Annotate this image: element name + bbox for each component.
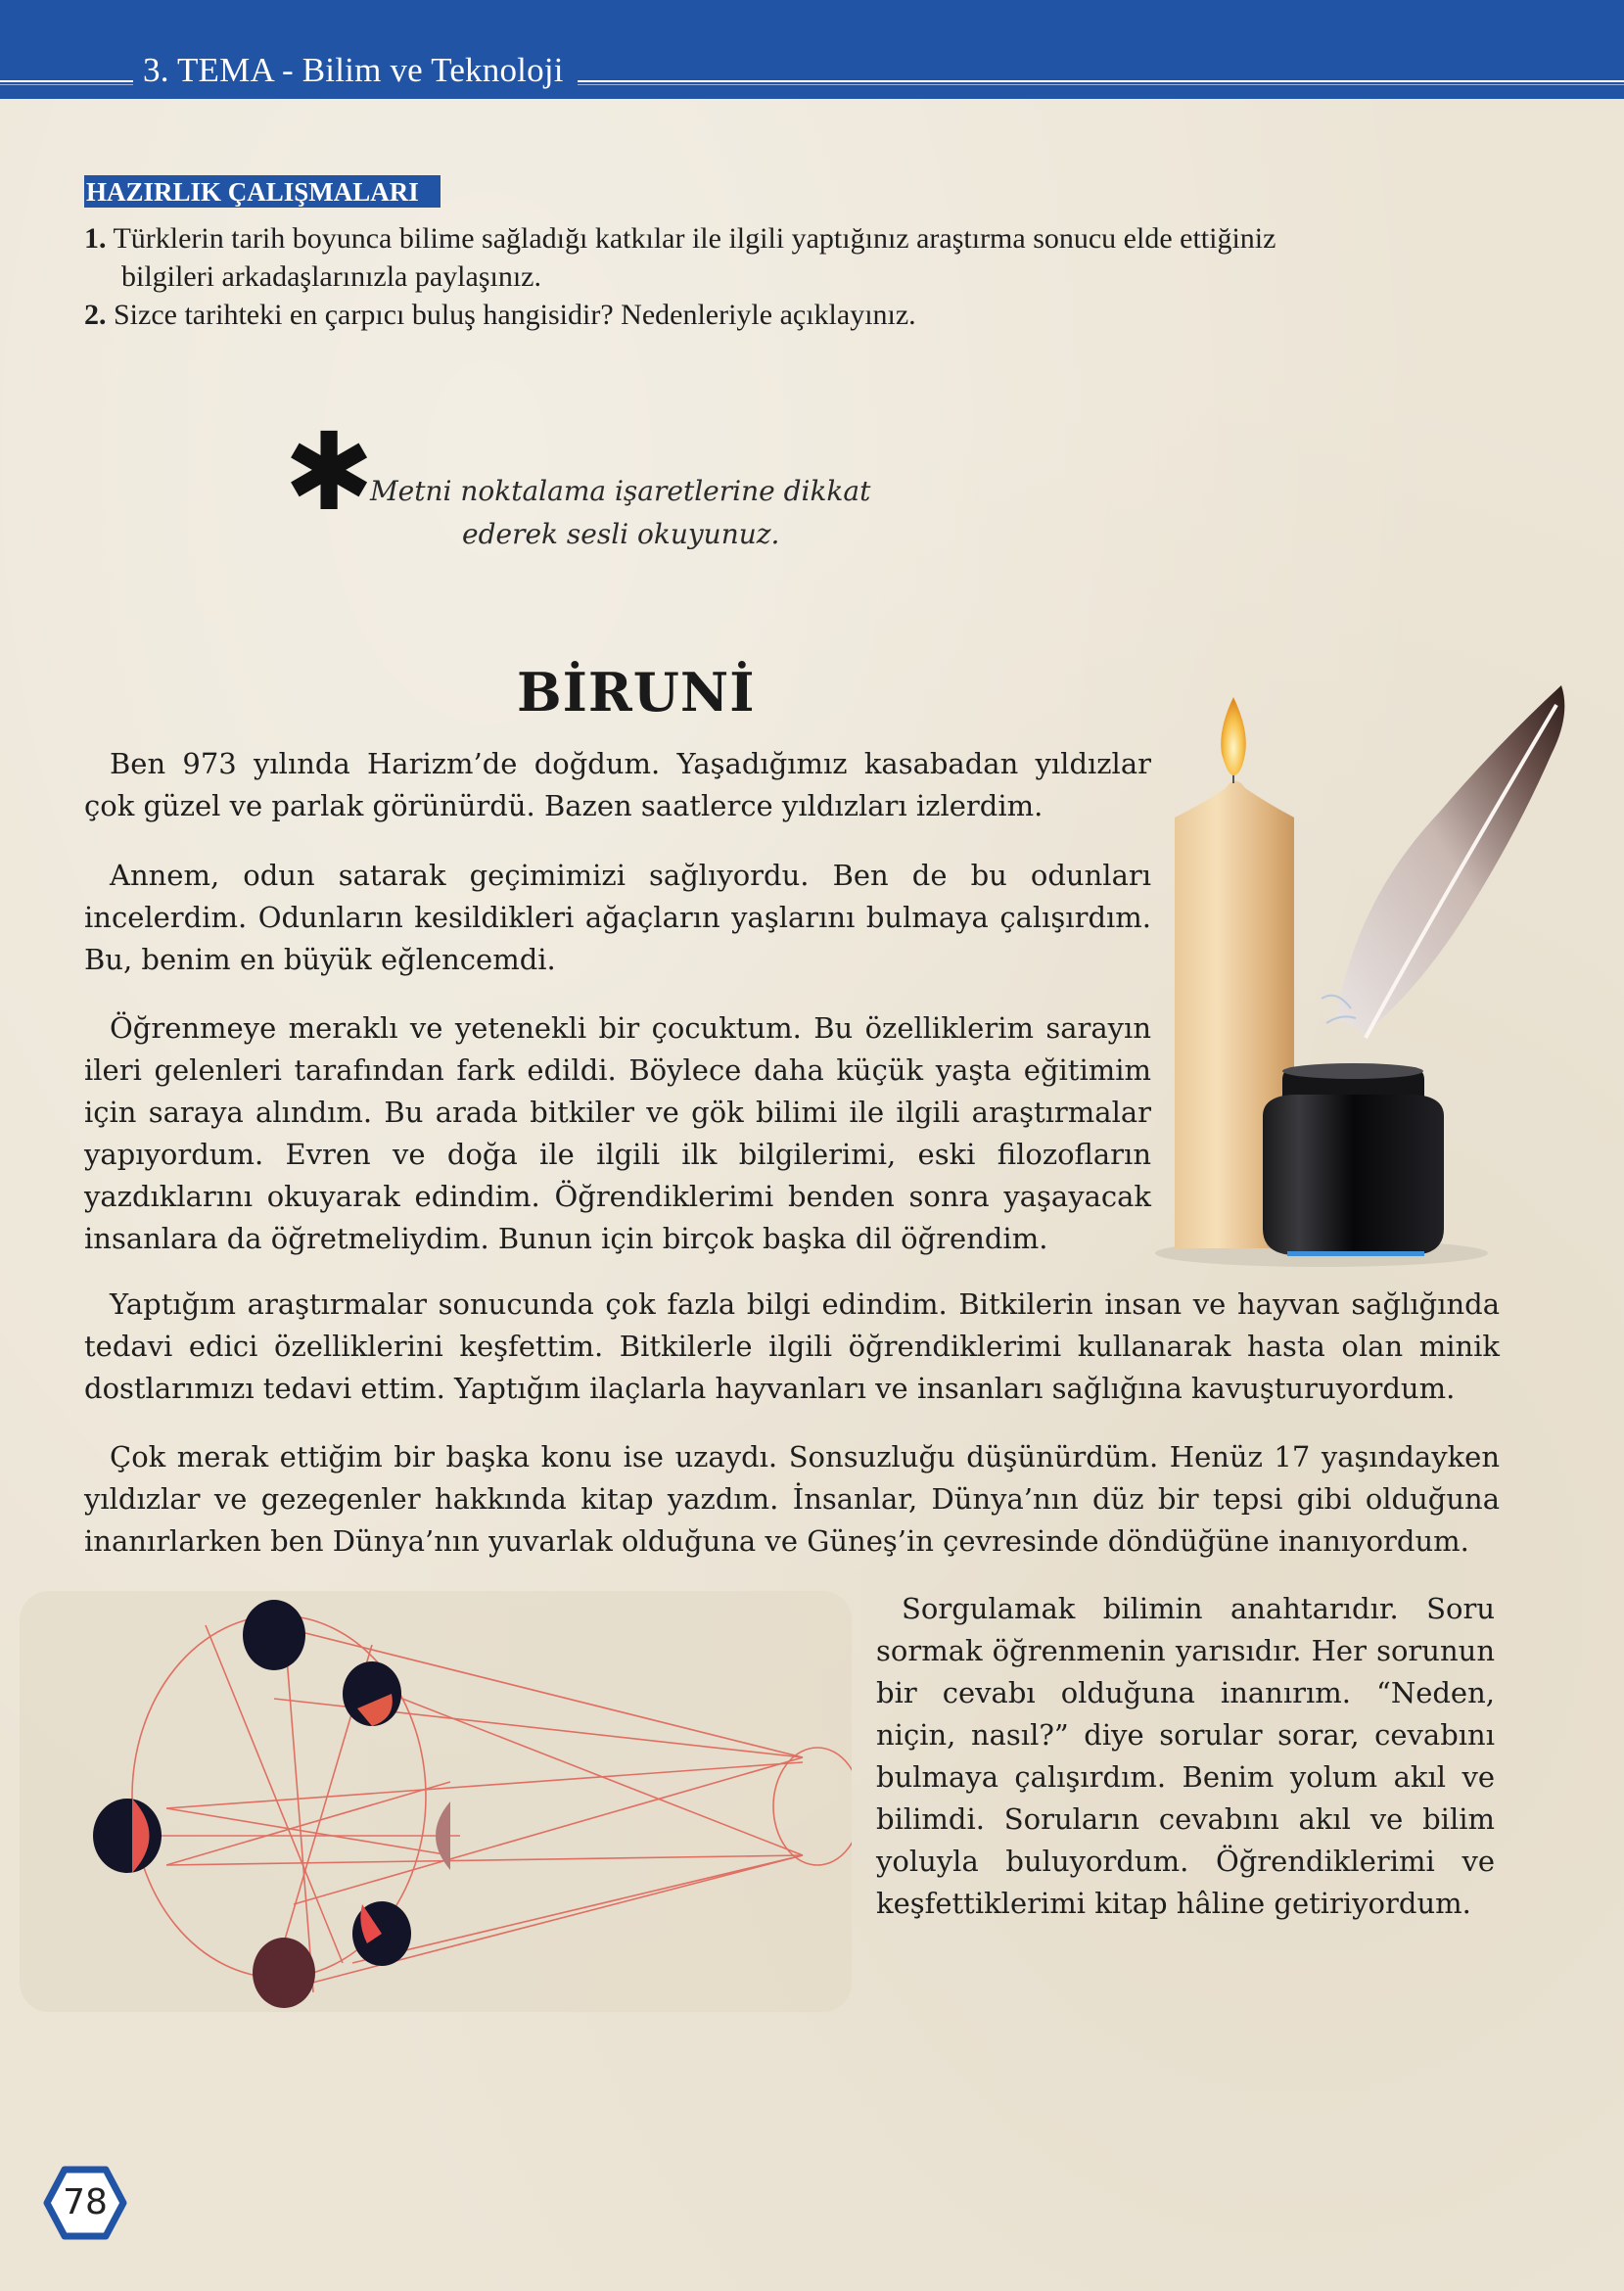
moon-phases-diagram-panel: [20, 1591, 852, 2012]
story-paragraph-1: Ben 973 yılında Harizm’de doğdum. Yaşadığımız kasabadan yıldızlar çok güzel ve parlak görünürdü. Bazen saatlerce yıldızları izlerdim.: [84, 747, 1151, 822]
item-number: 2.: [84, 299, 107, 331]
inkwell-icon: [1263, 1063, 1444, 1256]
note-line-2: ederek sesli okuyunuz.: [462, 518, 780, 550]
preparation-item-1: [84, 219, 1504, 257]
item-text: Sizce tarihteki en çarpıcı buluş hangisidir? Nedenleriyle açıklayınız.: [114, 299, 916, 331]
item-text: Türklerin tarih boyunca bilime sağladığı katkılar ile ilgili yaptığınız araştırma sonucu elde ettiğiniz: [113, 222, 1276, 255]
note-line-1: Metni noktalama işaretlerine dikkat: [370, 475, 871, 507]
header-rule-right: [578, 80, 1624, 85]
moon-phase-icons: [93, 1600, 450, 2008]
preparation-list: [84, 219, 1504, 334]
preparation-heading: HAZIRLIK ÇALIŞMALARI: [84, 175, 441, 208]
candle-quill-inkwell-illustration: [1145, 676, 1586, 1283]
story-paragraph-2: Annem, odun satarak geçimimizi sağlıyordu. Ben de bu odunları incelerdim. Odunların kesildikleri ağaçların yaşlarını bulmaya çalışırdım. Bu, benim en büyük eğlencemdi.: [84, 859, 1151, 976]
asterisk-icon: ✱: [284, 409, 375, 535]
header-rule-left: [0, 80, 133, 85]
moon-phases-diagram: [20, 1591, 852, 2012]
theme-title: 3. TEMA - Bilim ve Teknoloji: [143, 51, 564, 89]
page-number-badge: [41, 2164, 129, 2242]
feather-icon: [1322, 685, 1564, 1038]
item-number: 1.: [84, 222, 107, 255]
story-title: BİRUNİ: [517, 661, 756, 724]
page-header: [0, 0, 1624, 99]
story-paragraph-3: Öğrenmeye meraklı ve yetenekli bir çocuktum. Bu özelliklerim sarayın ileri gelenleri tarafından fark edildi. Böylece daha küçük yaşta eğitimim için saraya alındım. Bu arada bitkiler ve gök bilimi ile ilgili araştırmalar yapıyordum. Evren ve doğa ile ilgili ilk bilgilerimi, eski filozofların yazdıklarını okuyarak edindim. Öğrendiklerimi benden sonra yaşayacak insanlara da öğretmeliydim. Bunun için birçok başka dil öğrendim.: [84, 1011, 1151, 1255]
preparation-item-1-continued: bilgileri arkadaşlarınızla paylaşınız.: [121, 260, 541, 293]
page-number: 78: [63, 2182, 108, 2222]
preparation-item-2: [84, 296, 1504, 334]
story-paragraph-5: Çok merak ettiğim bir başka konu ise uzaydı. Sonsuzluğu düşünürdüm. Henüz 17 yaşındayken yıldızlar ve gezegenler hakkında kitap yazdım. İnsanlar, Dünya’nın düz bir tepsi gibi olduğuna inanırlarken ben Dünya’nın yuvarlak olduğuna ve Güneş’in çevresinde döndüğüne inanıyordum.: [84, 1440, 1500, 1558]
story-paragraph-4: Yaptığım araştırmalar sonucunda çok fazla bilgi edindim. Bitkilerin insan ve hayvan sağlığında tedavi edici özelliklerini keşfettim. Bitkilerle ilgili öğrendiklerimi kullanarak hasta olan minik dostlarımızı tedavi ettim. Yaptığım ilaçlarla hayvanları ve insanları sağlığına kavuşturuyordum.: [84, 1287, 1500, 1405]
story-paragraph-6: Sorgulamak bilimin anahtarıdır. Soru sormak öğrenmenin yarısıdır. Her sorunun bir cevabı olduğuna inanırım. “Neden, niçin, nasıl?” diye sorular sorar, cevabını bulmaya çalışırdım. Benim yolum akıl ve bilimdi. Soruların cevabını akıl ve bilim yoluyla buluyordum. Öğrendiklerimi ve keşfettiklerimi kitap hâline getiriyordum.: [876, 1592, 1495, 1920]
